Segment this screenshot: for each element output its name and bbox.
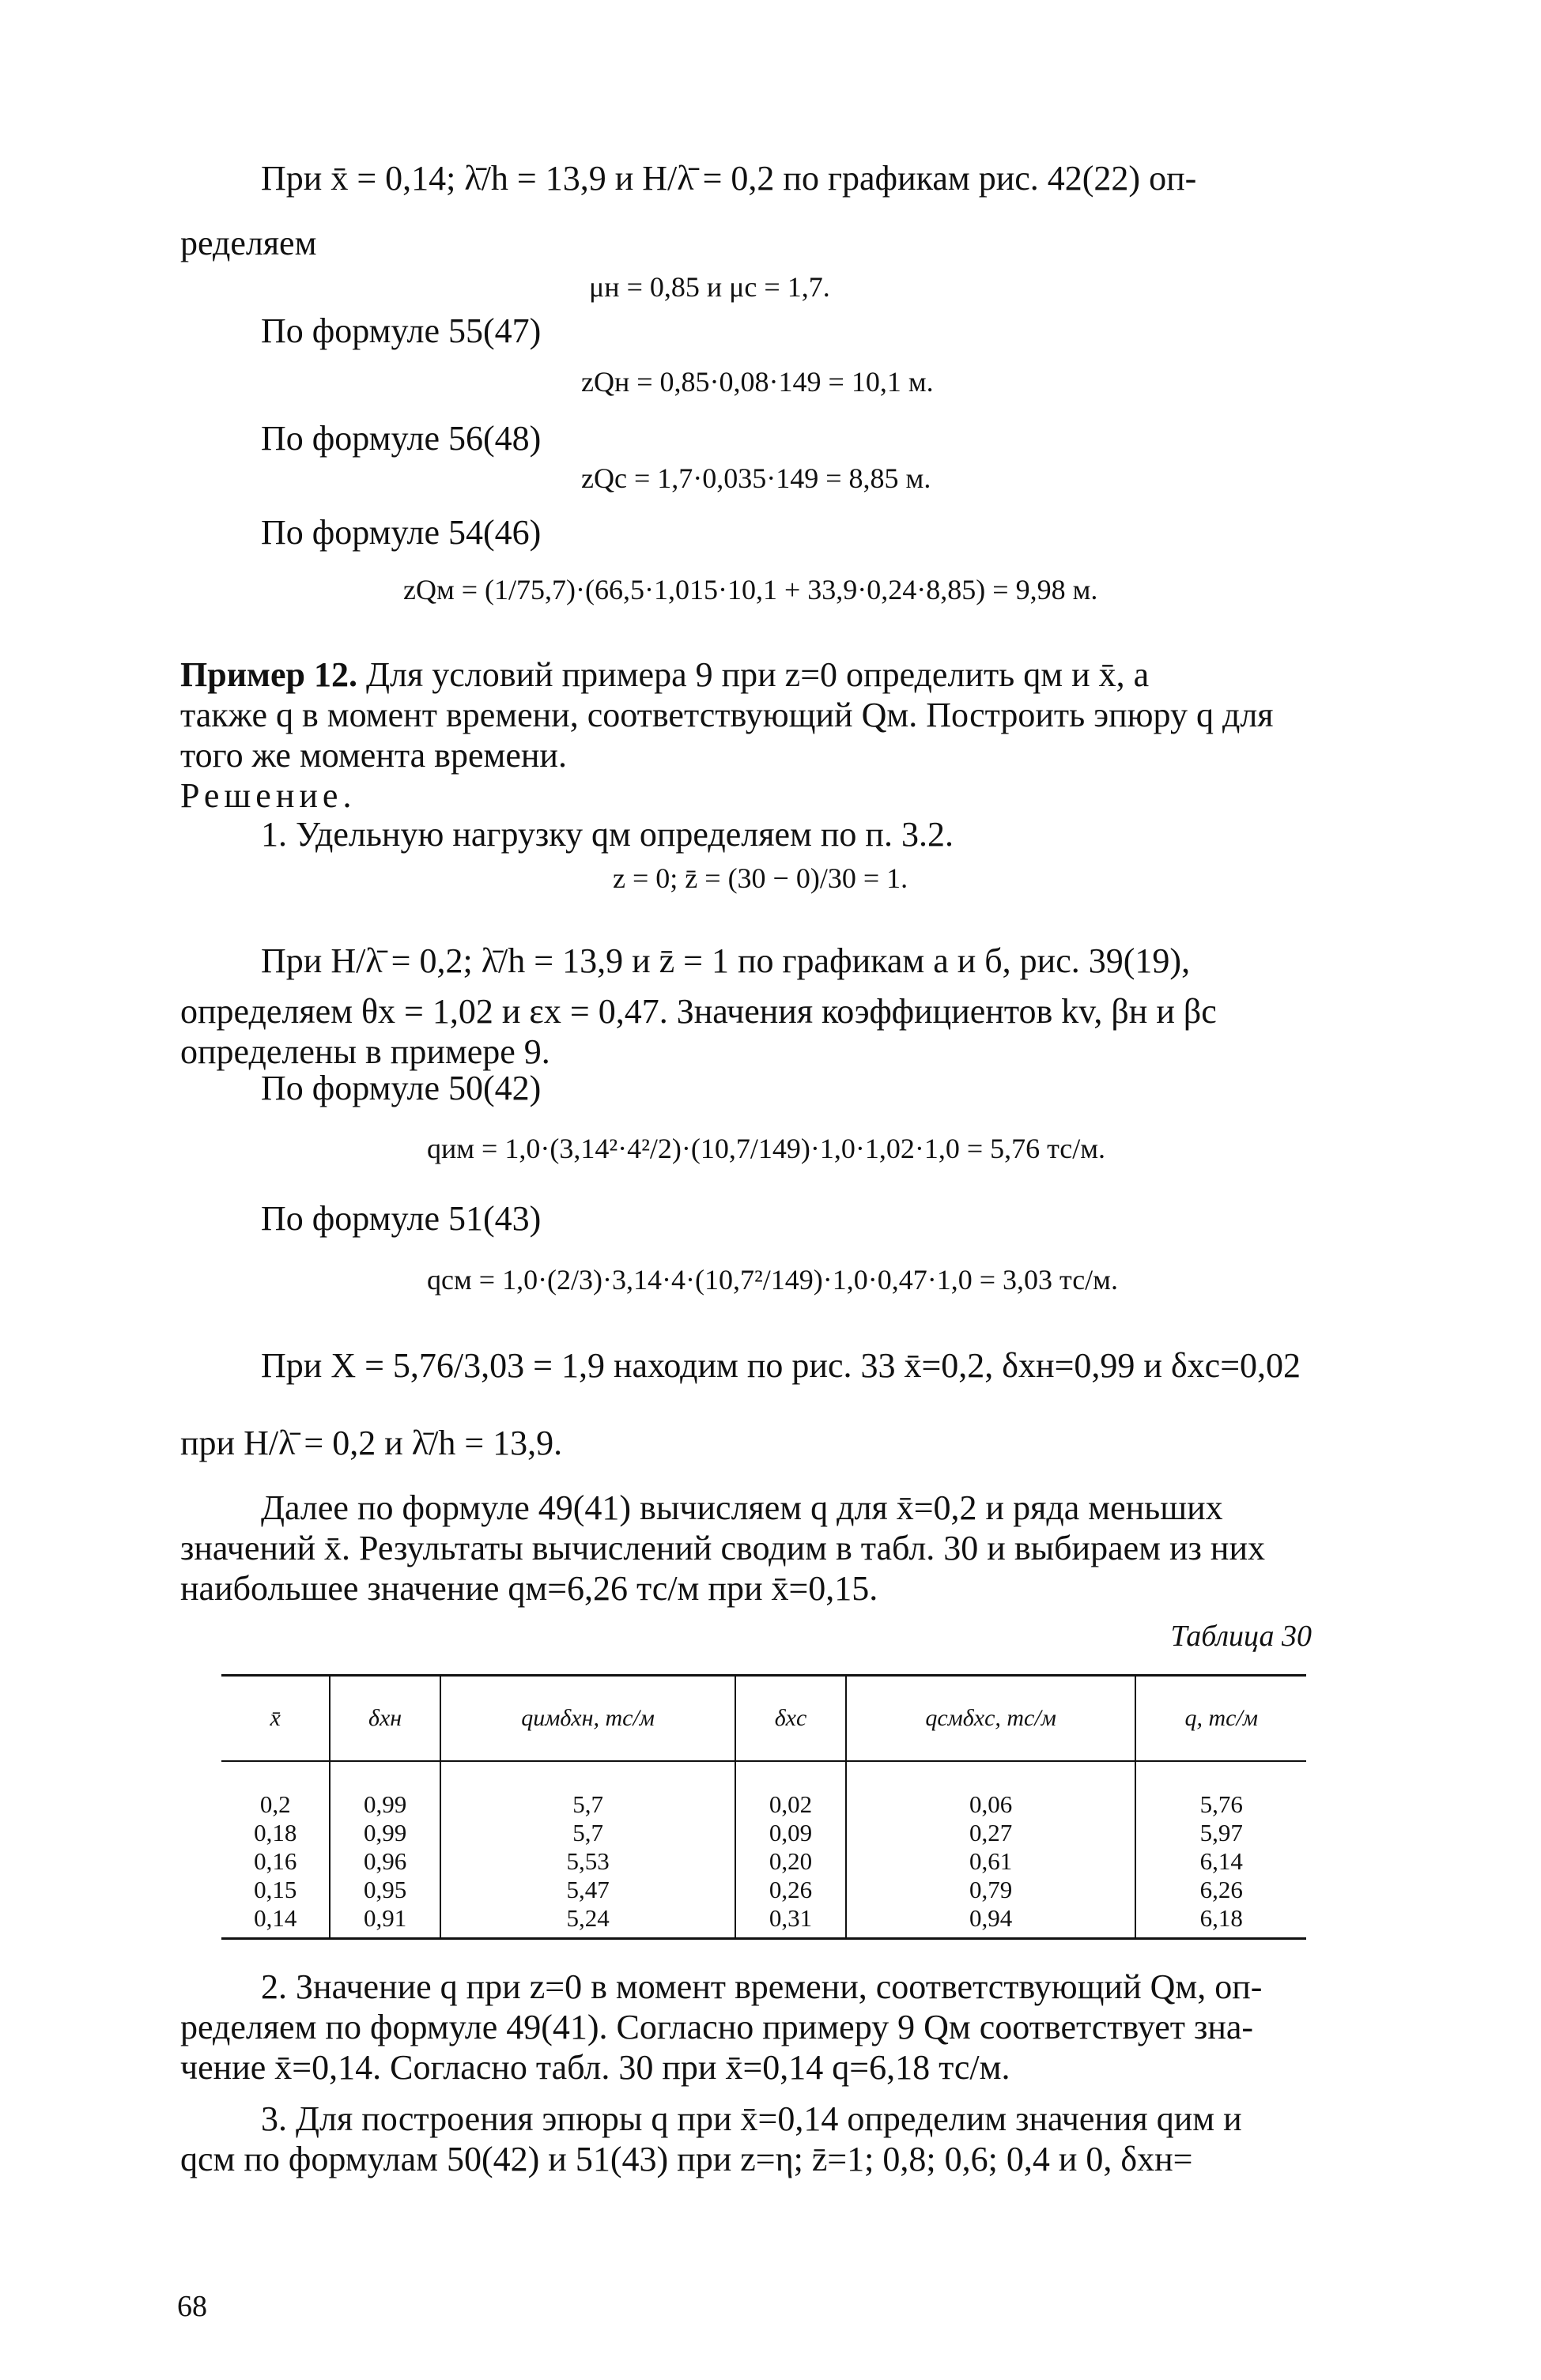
data-table (221, 1674, 1306, 1940)
table-row (221, 1819, 1306, 1847)
table-row (221, 1876, 1306, 1904)
column-header: δxн (330, 1676, 440, 1761)
text-line: По формуле 50(42) (261, 1069, 542, 1107)
table-cell: 0,99 (330, 1761, 440, 1819)
text-line: По формуле 55(47) (261, 311, 542, 350)
formula: z = 0; z̄ = (30 − 0)/30 = 1. (613, 862, 908, 894)
table-cell: 6,26 (1135, 1876, 1306, 1904)
table-cell: 6,18 (1135, 1904, 1306, 1939)
text-line: По формуле 51(43) (261, 1199, 542, 1238)
column-header: q, тс/м (1135, 1676, 1306, 1761)
table-cell: 0,16 (221, 1847, 330, 1876)
formula: zQн = 0,85·0,08·149 = 10,1 м. (581, 366, 934, 398)
text-line: ределяем (180, 224, 317, 262)
column-header: qимδxн, тс/м (440, 1676, 735, 1761)
formula: zQм = (1/75,7)·(66,5·1,015·10,1 + 33,9·0,24·8,85) = 9,98 м. (403, 574, 1098, 605)
text-line: При x̄ = 0,14; λ̄/h = 13,9 и H/λ̄ = 0,2 по графикам рис. 42(22) оп- (261, 159, 1197, 198)
table-cell: 5,7 (440, 1761, 735, 1819)
formula: qим = 1,0·(3,14²·4²/2)·(10,7/149)·1,0·1,02·1,0 = 5,76 тс/м. (427, 1133, 1106, 1164)
text-line: также q в момент времени, соответствующий Qм. Построить эпюру q для (180, 696, 1274, 734)
example-title: Пример 12. (180, 655, 358, 694)
table-row (221, 1761, 1306, 1819)
text-line: По формуле 56(48) (261, 419, 542, 458)
text-line: ределяем по формуле 49(41). Согласно примеру 9 Qм соответствует зна- (180, 2008, 1254, 2046)
text-line: 1. Удельную нагрузку qм определяем по п. 3.2. (261, 815, 954, 854)
table-cell: 5,76 (1135, 1761, 1306, 1819)
table-cell: 0,15 (221, 1876, 330, 1904)
example-line (180, 654, 1149, 696)
text-line: значений x̄. Результаты вычислений сводим в табл. 30 и выбираем из них (180, 1529, 1266, 1567)
table-row (221, 1904, 1306, 1939)
column-header: δxс (735, 1676, 845, 1761)
text-line: того же момента времени. (180, 736, 567, 775)
formula: qсм = 1,0·(2/3)·3,14·4·(10,7²/149)·1,0·0,47·1,0 = 3,03 тс/м. (427, 1264, 1118, 1296)
table-cell: 0,96 (330, 1847, 440, 1876)
table-cell: 0,61 (846, 1847, 1136, 1876)
table-cell: 5,47 (440, 1876, 735, 1904)
text-line: При X = 5,76/3,03 = 1,9 находим по рис. 33 x̄=0,2, δxн=0,99 и δxc=0,02 (261, 1346, 1301, 1385)
table-cell: 0,27 (846, 1819, 1136, 1847)
column-header: qсмδxс, тс/м (846, 1676, 1136, 1761)
table-cell: 0,94 (846, 1904, 1136, 1939)
text-line: при H/λ̄ = 0,2 и λ̄/h = 13,9. (180, 1424, 563, 1462)
table-cell: 0,2 (221, 1761, 330, 1819)
page-number: 68 (177, 2290, 207, 2323)
formula: μн = 0,85 и μс = 1,7. (589, 271, 830, 303)
text-line: qсм по формулам 50(42) и 51(43) при z=η; z̄=1; 0,8; 0,6; 0,4 и 0, δxн= (180, 2140, 1193, 2178)
table-cell: 0,26 (735, 1876, 845, 1904)
text-line: 3. Для построения эпюры q при x̄=0,14 определим значения qим и (261, 2099, 1242, 2138)
table-cell: 0,20 (735, 1847, 845, 1876)
table-header-row (221, 1676, 1306, 1761)
table-cell: 0,95 (330, 1876, 440, 1904)
table-cell: 5,53 (440, 1847, 735, 1876)
table-cell: 0,18 (221, 1819, 330, 1847)
table-row (221, 1847, 1306, 1876)
text-line: определяем θx = 1,02 и εx = 0,47. Значения коэффициентов kv, βн и βс (180, 992, 1217, 1031)
text-line: По формуле 54(46) (261, 513, 542, 552)
table-cell: 0,14 (221, 1904, 330, 1939)
table-cell: 0,02 (735, 1761, 845, 1819)
table-cell: 6,14 (1135, 1847, 1306, 1876)
table-cell: 5,24 (440, 1904, 735, 1939)
table-cell: 5,97 (1135, 1819, 1306, 1847)
table-cell: 5,7 (440, 1819, 735, 1847)
text-line: чение x̄=0,14. Согласно табл. 30 при x̄=0,14 q=6,18 тс/м. (180, 2048, 1010, 2087)
formula: zQс = 1,7·0,035·149 = 8,85 м. (581, 462, 931, 494)
solution-heading: Решение. (180, 776, 357, 815)
text-line: Далее по формуле 49(41) вычисляем q для x̄=0,2 и ряда меньших (261, 1488, 1223, 1527)
table-cell: 0,99 (330, 1819, 440, 1847)
table-cell: 0,09 (735, 1819, 845, 1847)
table-cell: 0,79 (846, 1876, 1136, 1904)
example-text: Для условий примера 9 при z=0 определить qм и x̄, а (357, 655, 1150, 694)
column-header: x̄ (221, 1676, 330, 1761)
table-cell: 0,91 (330, 1904, 440, 1939)
text-line: определены в примере 9. (180, 1032, 550, 1071)
text-line: 2. Значение q при z=0 в момент времени, соответствующий Qм, оп- (261, 1967, 1263, 2006)
table-caption: Таблица 30 (1170, 1620, 1312, 1653)
table-cell: 0,31 (735, 1904, 845, 1939)
text-line: наибольшее значение qм=6,26 тс/м при x̄=0,15. (180, 1569, 878, 1608)
table-cell: 0,06 (846, 1761, 1136, 1819)
text-line: При H/λ̄ = 0,2; λ̄/h = 13,9 и z̄ = 1 по графикам а и б, рис. 39(19), (261, 941, 1191, 980)
